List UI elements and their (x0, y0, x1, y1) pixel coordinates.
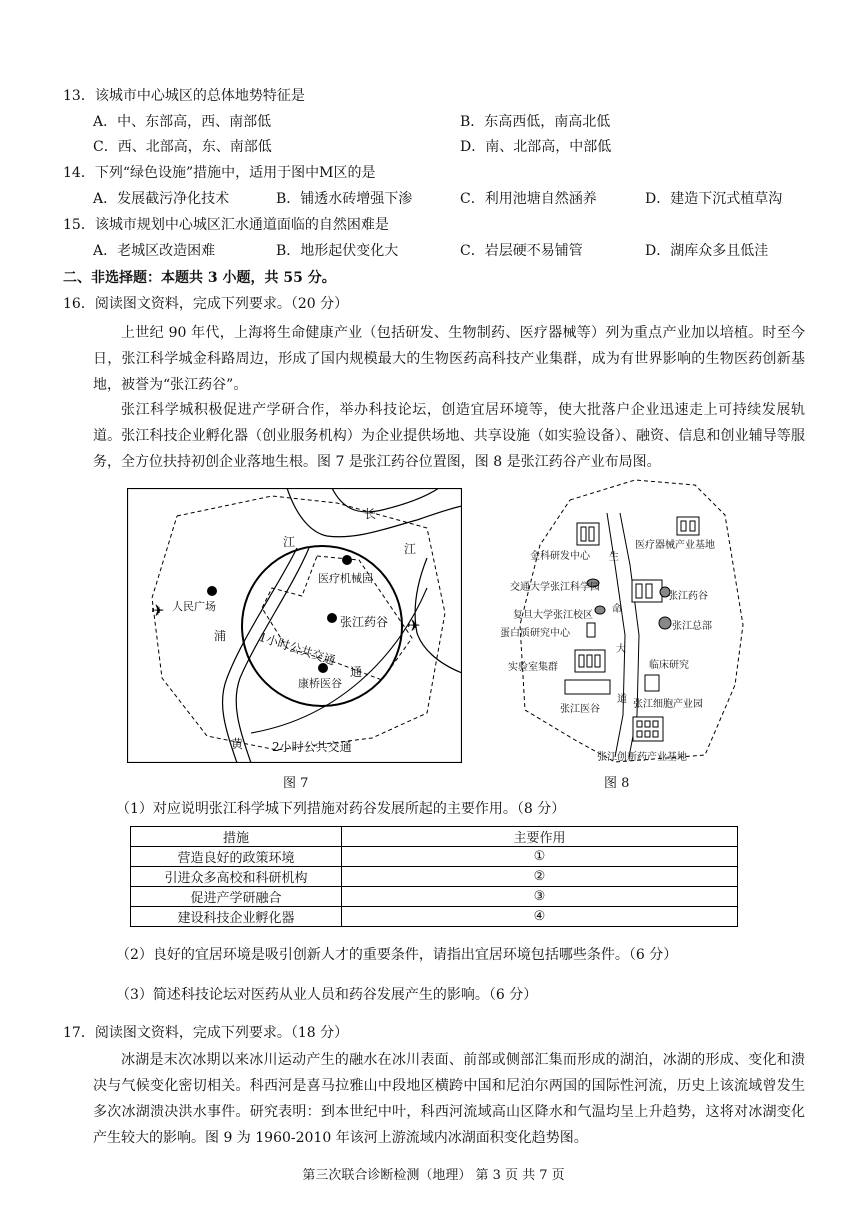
fig8-label-jinke: 金科研发中心 (530, 551, 590, 562)
q14-option-d: D．建造下沉式植草沟 (645, 191, 783, 207)
medical-park-dot (342, 555, 352, 565)
fig7-label-kangqiao: 康桥医谷 (298, 677, 342, 690)
q16-sub1: （1）对应说明张江科学城下列措施对药谷发展所起的主要作用。（8 分） (116, 801, 566, 817)
protein-building-icon (587, 623, 595, 637)
table-row (131, 867, 738, 887)
fig8-label-chuangxin: 张江创新药产业基地 (597, 752, 687, 763)
fig7-label-jiang-2: 江 (404, 542, 417, 556)
yigu-building-icon (565, 680, 610, 694)
table-row (131, 907, 738, 927)
fig7-label-jiang-1: 江 (283, 535, 296, 549)
q13-option-b: B．东高西低，南高北低 (460, 114, 611, 130)
fig8-label-linchuang: 临床研究 (649, 660, 689, 671)
table-cell: 建设科技企业孵化器 (131, 907, 342, 927)
measures-table (130, 826, 738, 927)
q17-paragraph-1: 冰湖是末次冰期以来冰川运动产生的融水在冰川表面、前部或侧部汇集而形成的湖泊，冰湖的形成、变化和溃决与气候变化密切相关。科西河是喜马拉雅山中段地区横跨中国和尼泊尔两国的国际性河流，历史上该流域曾发生多次冰湖溃决洪水事件。研究表明：到本世纪中叶，科西河流域高山区降水和气温均呈上升趋势，这将对冰湖变化产生较大的影响。图 9 为 1960-2010 年该河上游流域内冰湖面积变化趋势图。 (93, 1052, 805, 1146)
airport-icon-west: ✈ (151, 601, 165, 620)
table-cell: ② (342, 867, 738, 887)
figure-7-map (127, 488, 462, 763)
q15-option-a: A．老城区改造困难 (93, 243, 216, 259)
airport-icon-east: ✈ (407, 616, 421, 635)
fig7-label-1hour: 1小时公共交通 (257, 629, 338, 668)
fig8-road-char-2: 命 (612, 604, 622, 615)
table-cell: 促进产学研融合 (131, 887, 342, 907)
fig8-label-yaogu: 张江药谷 (668, 591, 708, 602)
q14-option-b: B．铺透水砖增强下渗 (276, 191, 413, 207)
table-cell: ① (342, 847, 738, 867)
q16-stem: 16．阅读图文资料，完成下列要求。（20 分） (63, 296, 349, 312)
fig8-label-qixie: 医疗器械产业基地 (635, 540, 715, 551)
q16-sub2: （2）良好的宜居环境是吸引创新人才的重要条件，请指出宜居环境包括哪些条件。（6 分） (116, 947, 678, 963)
page-footer: 第三次联合诊断检测（地理） 第 3 页 共 7 页 (302, 1168, 565, 1183)
fig7-label-renmin: 人民广场 (172, 600, 216, 613)
linchuang-building-icon (645, 675, 659, 691)
fig8-road-char-3: 大 (616, 644, 626, 655)
fig8-label-protein: 蛋白质研究中心 (500, 628, 570, 639)
fig8-label-lab: 实验室集群 (508, 662, 558, 673)
fig7-label-1hour-tong: 通 (350, 665, 363, 679)
q16-paragraph-1: 上世纪 90 年代，上海将生命健康产业（包括研发、生物制药、医疗器械等）列为重点产业加以培植。时至今日，张江科学城金科路周边，形成了国内规模最大的生物医药高科技产业集群，成为有世界影响的生物医药创新基地，被誉为“张江药谷”。 (93, 325, 805, 393)
fig7-label-pu: 浦 (214, 629, 227, 643)
q16-paragraph-2: 张江科学城积极促进产学研合作，举办科技论坛，创造宜居环境等，使大批落户企业迅速走上可持续发展轨道。张江科技企业孵化器（创业服务机构）为企业提供场地、共享设施（如实验设备）、融资、信息和创业辅导等服务，全方位扶持初创企业落地生根。图 7 是张江药谷位置图，图 8 是张江药谷产业布局图。 (93, 402, 805, 470)
fig8-label-xibao: 张江细胞产业园 (633, 699, 703, 710)
fig8-label-jiaoda: 交通大学张江科学园 (510, 582, 600, 593)
section-heading: 二、非选择题：本题共 3 小题，共 55 分。 (63, 270, 336, 286)
table-header-cell: 主要作用 (342, 827, 738, 847)
figure-8-layout (505, 475, 755, 770)
q15-option-d: D．湖库众多且低洼 (645, 243, 769, 259)
table-header-row (131, 827, 738, 847)
zhangjiang-dot (327, 613, 337, 623)
q13-option-c: C．西、北部高，东、南部低 (93, 139, 272, 155)
q13-stem: 13．该城市中心城区的总体地势特征是 (63, 88, 305, 104)
q13-option-d: D．南、北部高，中部低 (460, 139, 612, 155)
q16-sub3: （3）简述科技论坛对医药从业人员和药谷发展产生的影响。（6 分） (116, 987, 538, 1003)
q14-option-c: C．利用池塘自然涵养 (460, 191, 597, 207)
q15-stem: 15．该城市规划中心城区汇水通道面临的自然困难是 (63, 217, 389, 233)
q15-option-b: B．地形起伏变化大 (276, 243, 399, 259)
figure-7-caption: 图 7 (283, 776, 309, 791)
qixie-building-icon (677, 517, 699, 535)
fig7-label-huang: 黄 (231, 737, 244, 751)
q15-option-c: C．岩层硬不易铺管 (460, 243, 583, 259)
renmin-square-dot (207, 586, 217, 596)
fig7-label-2hour: 2小时公共交通 (272, 740, 352, 754)
table-cell: ④ (342, 907, 738, 927)
q17-stem: 17．阅读图文资料，完成下列要求。（18 分） (63, 1025, 349, 1041)
fig7-label-yiliao: 医疗机械园 (318, 572, 373, 585)
table-row (131, 847, 738, 867)
q14-option-a: A．发展截污净化技术 (93, 191, 230, 207)
fig7-label-chang: 长 (364, 507, 377, 521)
q14-stem: 14．下列“绿色设施”措施中，适用于图中M区的是 (63, 165, 376, 181)
table-cell: 引进众多高校和科研机构 (131, 867, 342, 887)
fudan-dot (595, 606, 605, 614)
fig8-label-zongbu: 张江总部 (672, 621, 712, 632)
fig8-label-fudan: 复旦大学张江校区 (513, 610, 593, 621)
q13-option-a: A．中、东部高，西、南部低 (93, 114, 272, 130)
jinke-building-icon (577, 523, 599, 545)
table-cell: ③ (342, 887, 738, 907)
fig8-road-char-1: 生 (609, 552, 619, 563)
fig8-label-yigu: 张江医谷 (560, 704, 600, 715)
zongbu-dot (659, 617, 671, 629)
fig7-label-zhangjiang: 张江药谷 (340, 615, 389, 629)
table-cell: 营造良好的政策环境 (131, 847, 342, 867)
table-header-cell: 措施 (131, 827, 342, 847)
figure-8-caption: 图 8 (604, 776, 630, 791)
fig8-road-char-4: 道 (617, 694, 627, 705)
table-row (131, 887, 738, 907)
